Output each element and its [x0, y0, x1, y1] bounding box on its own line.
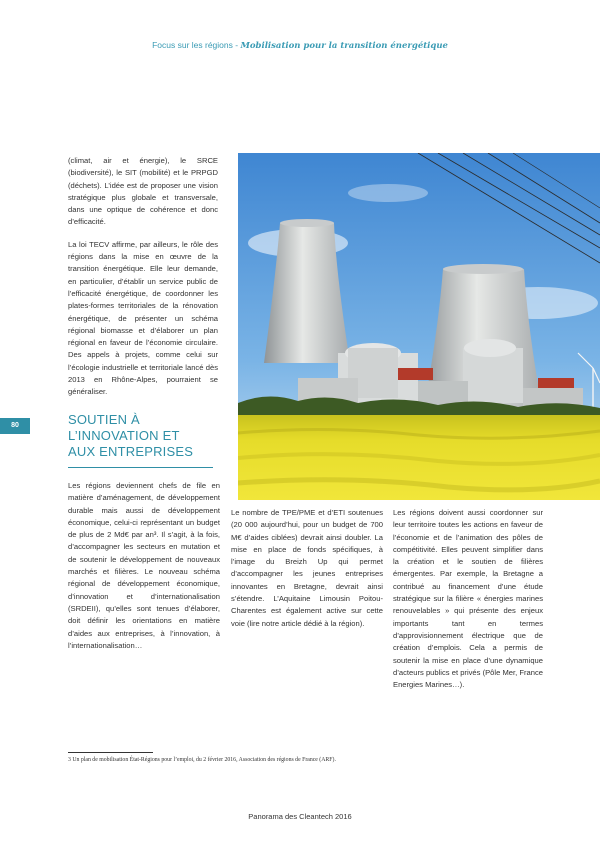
header-prefix: Focus sur les régions - — [152, 40, 239, 50]
nuclear-plant-photo — [238, 153, 600, 500]
section-title-line: SOUTIEN À — [68, 412, 140, 427]
running-header — [0, 40, 600, 51]
footnote: 3 Un plan de mobilisation État-Régions pour l’emploi, du 2 février 2016, Association des régions de France (ARF). — [68, 757, 336, 763]
footnote-rule — [68, 752, 153, 753]
section-title-line: AUX ENTREPRISES — [68, 444, 194, 459]
header-title: Mobilisation pour la transition énergétique — [240, 41, 448, 51]
body-column-1: Les régions deviennent chefs de file en matière d’aménagement, de développement durable mais aussi de développement économique, celui-ci représentant un budget de plus de 2 Md€ par an³. Il s’agit, à la fois, d’accompagner les secteurs en mutation et de soutenir le développement de nouveaux marchés et filières. Le nouveau schéma régional de développement économique, d’innovation et d’internationalisation (SRDEII), qu’elles sont tenues d’élaborer, doit définir les orientations en matière d’aides aux entreprises, à l’innovation, à l’internationalisation… — [68, 481, 220, 650]
body-column-2: Le nombre de TPE/PME et d’ETI soutenues (20 000 aujourd’hui, pour un budget de 700 M€ d’aides ciblées) devrait ainsi doubler. La mise en place de fonds spécifiques, à l’image du Breizh Up qui permet d’accompagner les jeunes entreprises innovantes en Bretagne, devrait ainsi s’étendre. L’Aquitaine Limousin Poitou-Charentes est également active sur cette voie (lire notre article dédié à la région). — [231, 508, 383, 628]
page-number: 80 — [0, 418, 30, 434]
section-title-rule — [68, 467, 213, 468]
intro-paragraph: (climat, air et énergie), le SRCE (biodiversité), le SIT (mobilité) et le PRPGD (déchets). L’idée est de proposer une vision stratégique plus globale et transversale, dans une optique de cohérence et donc d’efficacité. — [68, 156, 218, 227]
body-column-3: Les régions doivent aussi coordonner sur leur territoire toutes les actions en faveur de l’économie et de l’animation des pôles de compétitivité. Elles peuvent simplifier dans la création et le soutien de filières émergentes. Par exemple, la Bretagne a contribué au financement d’une étude stratégique sur la filière « énergies marines renouvelables » qui présente des enjeux importants tant en termes d’approvisionnement électrique que de création d’emplois. Cela a permis de soutenir la mise en place d’une dynamique d’acteurs publics et privés (Pôle Mer, France Energies Marines…). — [393, 508, 543, 690]
intro-text — [68, 155, 218, 409]
page-footer: Panorama des Cleantech 2016 — [248, 812, 352, 821]
section-title-line: L’INNOVATION ET — [68, 428, 180, 443]
section-title — [68, 412, 218, 460]
intro-paragraph: La loi TECV affirme, par ailleurs, le rôle des régions dans la mise en œuvre de la transition énergétique. Elle leur demande, en particulier, d’établir un service public de l’efficacité énergétique, de coordonner les plates-formes territoriales de la rénovation énergétique, de présenter un schéma régional biomasse et d’élaborer un plan régional en faveur de l’économie circulaire. Des appels à projets, comme celui sur l’écologie industrielle et territoriale lancé dès 2013 en Rhône-Alpes, pourraient se généraliser. — [68, 239, 218, 397]
